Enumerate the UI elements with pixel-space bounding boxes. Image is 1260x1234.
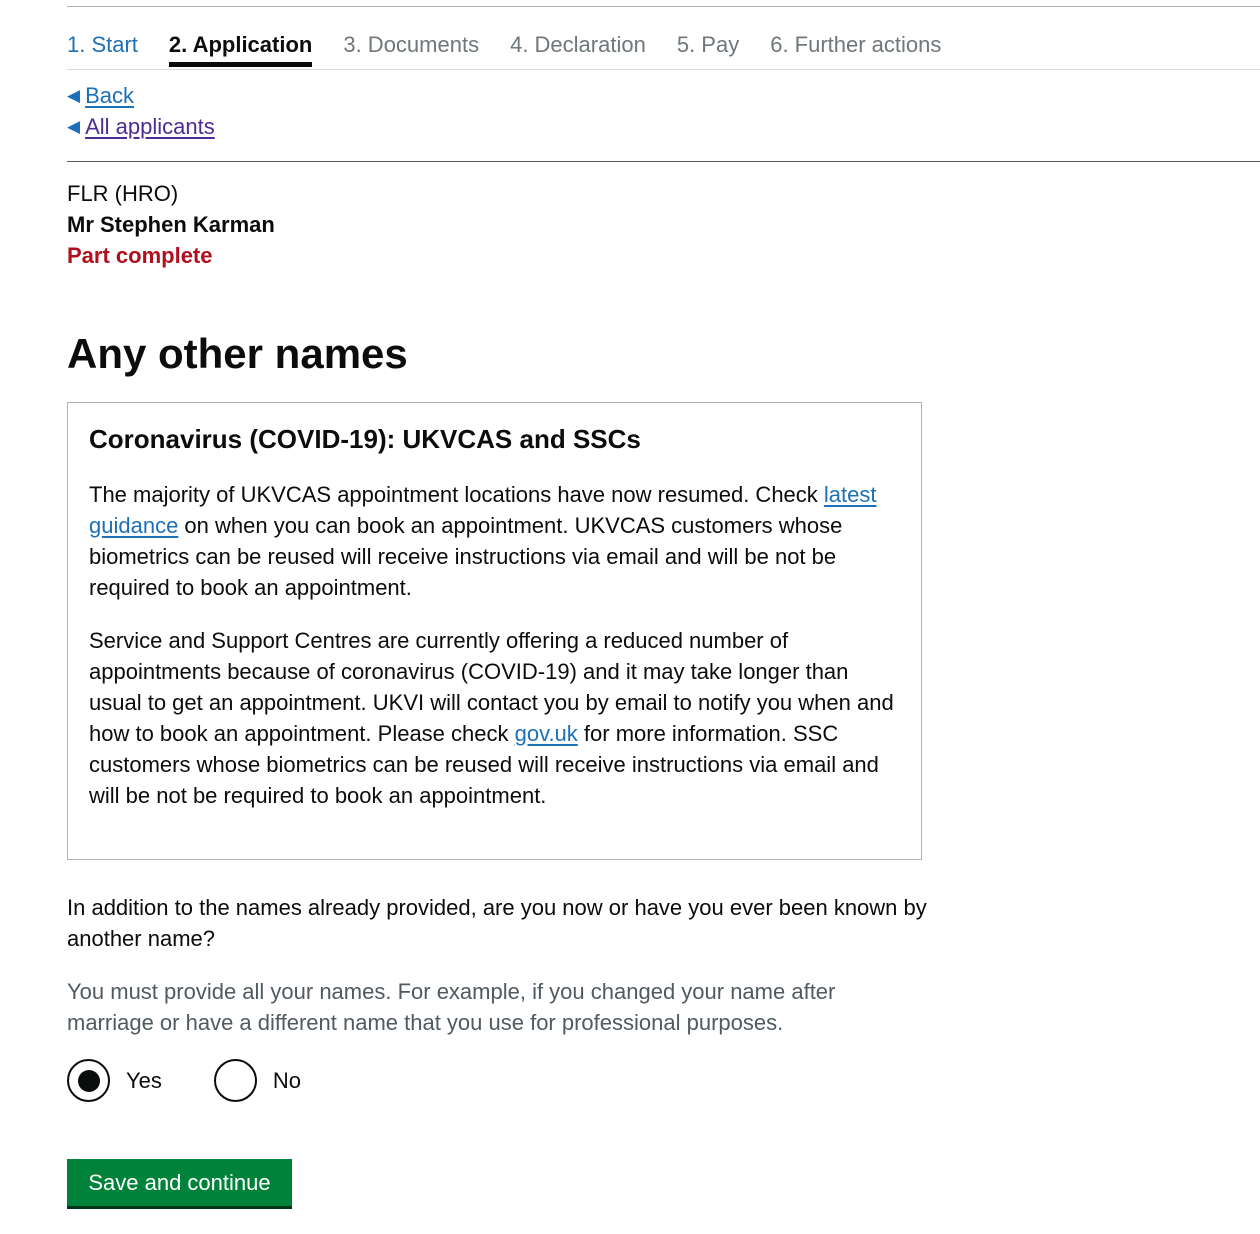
step-application[interactable]: 2. Application [169,31,312,67]
radio-no[interactable] [214,1059,301,1102]
latest-guidance-link[interactable]: latest guidance [89,482,877,538]
page-title: Any other names [67,330,408,377]
radio-yes-circle[interactable] [67,1059,110,1102]
steps-divider [67,69,1260,70]
step-start[interactable]: 1. Start [67,32,138,57]
application-type: FLR (HRO) [67,181,179,206]
applicant-name: Mr Stephen Karman [67,212,275,237]
step-documents: 3. Documents [343,32,480,57]
gov-uk-link[interactable]: gov.uk [514,721,578,746]
other-names-radios [67,1059,353,1102]
other-names-hint: You must provide all your names. For example, if you changed your name after marriage or have a different name that you use for professional purposes. [67,979,836,1035]
left-triangle-icon: ◀ [67,86,81,105]
all-applicants-link[interactable]: All applicants [85,114,215,139]
notice-heading: Coronavirus (COVID-19): UKVCAS and SSCs [89,424,641,454]
notice-paragraph-2 [89,625,900,811]
all-applicants-link-row [67,111,215,142]
status-badge: Part complete [67,243,213,268]
radio-no-label[interactable]: No [272,1067,302,1093]
applicant-summary [67,178,275,271]
notice-p2-text: Service and Support Centres are currently offering a reduced number of appointments because of coronavirus (COVID-19) and it may take longer than usual to get an appointment. UKVI will contact you by email to notify you when and how to book an appointment. Please check [89,628,894,746]
back-link[interactable]: Back [85,83,134,108]
left-triangle-icon: ◀ [67,117,81,136]
step-pay: 5. Pay [676,32,740,57]
step-further-actions: 6. Further actions [770,32,942,57]
notice-paragraph-1 [89,479,900,603]
save-and-continue-button[interactable]: Save and continue [67,1159,292,1206]
top-divider [67,6,1260,7]
radio-no-circle[interactable] [214,1059,257,1102]
back-link-row [67,80,215,111]
notice-p2-text-after: for more information. SSC customers whose biometrics can be reused will receive instructions via email and will be not be required to book an appointment. [89,721,879,808]
section-divider [67,161,1260,162]
notice-p1-text-after: on when you can book an appointment. UKVCAS customers whose biometrics can be reused will receive instructions via email and will be not be required to book an appointment. [89,513,843,600]
radio-yes-label[interactable]: Yes [126,1067,162,1093]
step-declaration: 4. Declaration [510,32,646,57]
notice-p1-text: The majority of UKVCAS appointment locations have now resumed. Check [89,482,824,507]
back-links [67,80,215,142]
other-names-question: In addition to the names already provided, are you now or have you ever been known by another name? [67,895,927,951]
radio-yes[interactable] [67,1059,162,1102]
progress-steps [67,31,972,67]
covid-notice-panel [67,402,922,860]
